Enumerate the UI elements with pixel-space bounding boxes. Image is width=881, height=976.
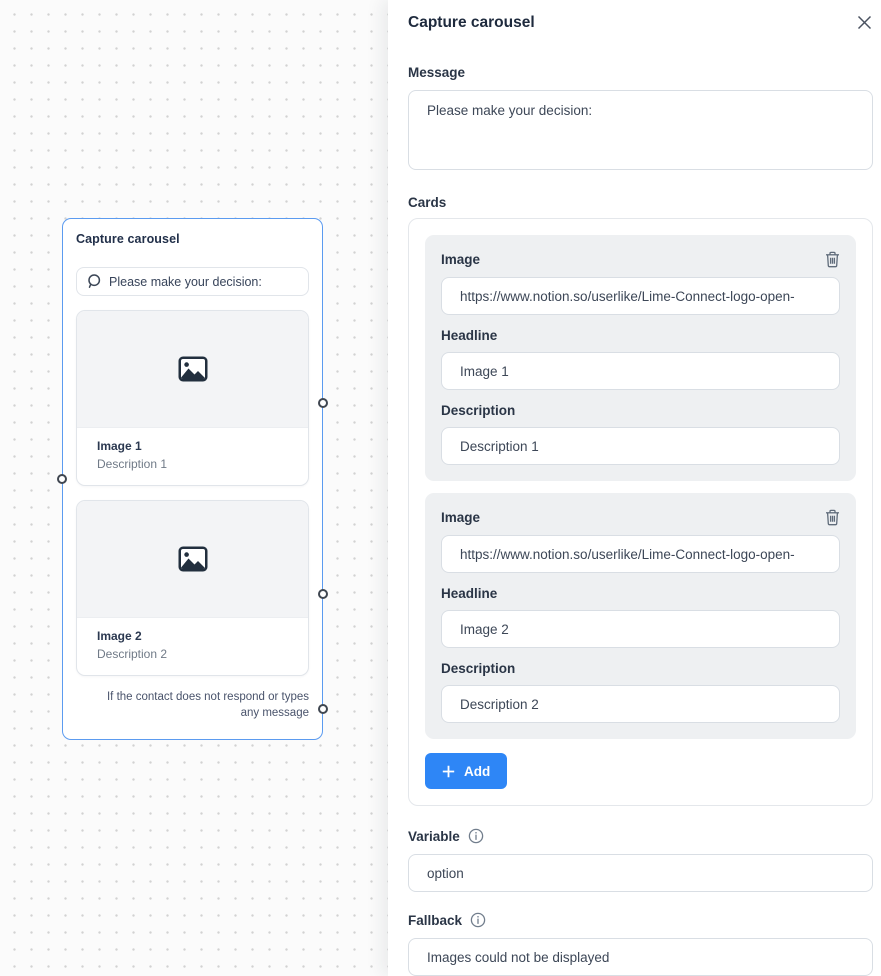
image-url-input[interactable] — [441, 277, 840, 315]
card-text-area — [77, 618, 308, 675]
chat-bubble-icon — [87, 274, 101, 289]
card-image-placeholder — [77, 311, 308, 428]
card-description: Description 1 — [97, 457, 168, 471]
message-textarea[interactable] — [408, 90, 873, 170]
image-placeholder-icon — [178, 546, 208, 572]
add-card-button[interactable] — [425, 753, 507, 789]
connection-handle-fallback-output[interactable] — [318, 704, 328, 714]
image-label: Image — [441, 252, 481, 267]
description-input[interactable] — [441, 427, 840, 465]
card-description: Description 2 — [97, 647, 168, 661]
add-card-button-label: Add — [464, 763, 491, 779]
node-fallback-note-line: If the contact does not respond or types — [106, 691, 309, 703]
node-carousel-card-2 — [76, 500, 309, 676]
cards-label: Cards — [408, 195, 447, 210]
image-url-input[interactable] — [441, 535, 840, 573]
card-headline: Image 1 — [97, 439, 142, 453]
connection-handle-card2-output[interactable] — [318, 589, 328, 599]
card-editor-2 — [425, 493, 856, 739]
fallback-label-row — [408, 912, 873, 928]
message-label: Message — [408, 65, 466, 80]
node-carousel-card-1 — [76, 310, 309, 486]
image-label: Image — [441, 510, 481, 525]
node-message-preview — [76, 267, 309, 296]
headline-input[interactable] — [441, 610, 840, 648]
node-message-text: Please make your decision: — [109, 274, 262, 289]
headline-label: Headline — [441, 586, 498, 601]
plus-icon — [442, 765, 455, 778]
trash-icon[interactable] — [825, 509, 840, 526]
headline-label: Headline — [441, 328, 498, 343]
card-text-area — [77, 428, 308, 485]
variable-input[interactable] — [408, 854, 873, 892]
node-title: Capture carousel — [76, 232, 180, 246]
card-editor-1 — [425, 235, 856, 481]
description-label: Description — [441, 403, 516, 418]
panel-header — [408, 14, 873, 32]
connection-handle-node-input[interactable] — [57, 474, 67, 484]
panel-title: Capture carousel — [408, 14, 535, 31]
fallback-input[interactable] — [408, 938, 873, 976]
node-fallback-note — [76, 689, 309, 721]
trash-icon[interactable] — [825, 251, 840, 268]
node-fallback-note-line: any message — [240, 707, 309, 720]
close-icon[interactable] — [852, 10, 876, 34]
description-label: Description — [441, 661, 516, 676]
node-settings-panel — [388, 0, 881, 976]
capture-carousel-node[interactable] — [62, 218, 323, 740]
card-headline: Image 2 — [97, 629, 142, 643]
info-icon[interactable] — [470, 912, 486, 928]
connection-handle-card1-output[interactable] — [318, 398, 328, 408]
image-placeholder-icon — [178, 356, 208, 382]
variable-label: Variable — [408, 828, 460, 844]
card-image-placeholder — [77, 501, 308, 618]
info-icon[interactable] — [468, 828, 484, 844]
description-input[interactable] — [441, 685, 840, 723]
variable-label-row — [408, 828, 873, 844]
fallback-label: Fallback — [408, 912, 463, 928]
cards-container — [408, 218, 873, 806]
headline-input[interactable] — [441, 352, 840, 390]
